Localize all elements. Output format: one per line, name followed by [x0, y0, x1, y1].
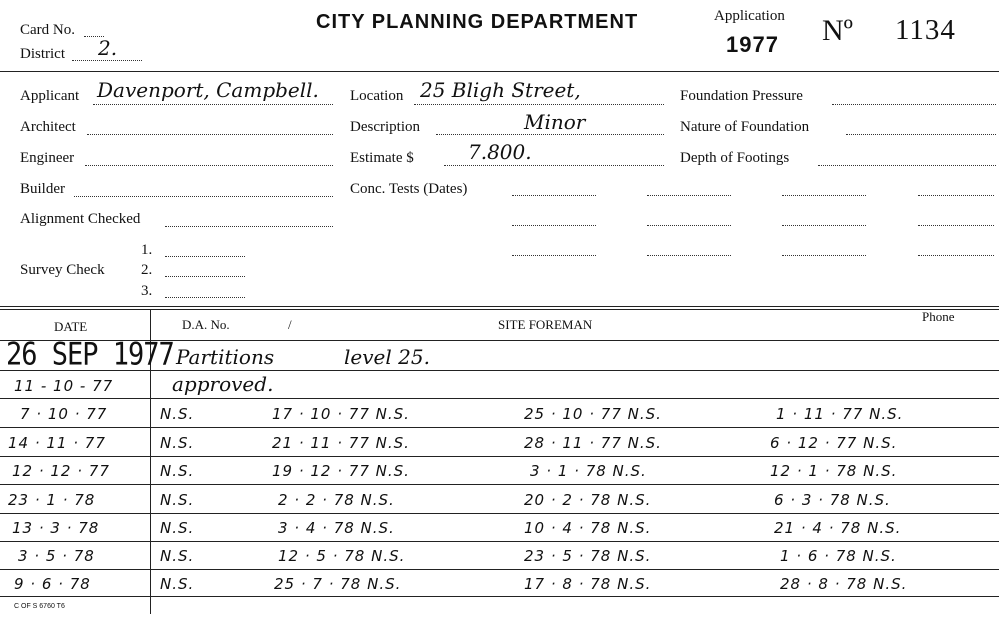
- date-header: DATE: [54, 319, 88, 334]
- survey-number-3: 3.: [141, 283, 153, 299]
- survey-number-1: 1.: [141, 242, 153, 258]
- log-entry: 6 · 12 · 77 N.S.: [770, 434, 898, 452]
- applicant-value: Davenport, Campbell.: [97, 78, 319, 102]
- log-entry: N.S.: [160, 462, 195, 480]
- district-value: 2.: [98, 36, 118, 60]
- log-entry: 21 · 11 · 77 N.S.: [272, 434, 410, 452]
- estimate-label: Estimate $: [350, 150, 414, 166]
- log-entry: 12 · 5 · 78 N.S.: [278, 547, 406, 565]
- log-entry: N.S.: [160, 434, 195, 452]
- log-date: 9 · 6 · 78: [14, 575, 91, 593]
- form-code: C OF S 6760 T6: [14, 603, 65, 610]
- log-entry: 19 · 12 · 77 N.S.: [272, 462, 410, 480]
- card-no-label: Card No.: [20, 22, 75, 38]
- log-entry: N.S.: [160, 547, 195, 565]
- log-entry: N.S.: [160, 575, 195, 593]
- log-entry: 3 · 4 · 78 N.S.: [278, 519, 395, 537]
- log-date: 13 · 3 · 78: [12, 519, 100, 537]
- da-header: D.A. No.: [182, 317, 230, 332]
- applicant-label: Applicant: [20, 88, 80, 104]
- application-number: 1134: [895, 14, 956, 46]
- description-label: Description: [350, 119, 420, 135]
- log-entry: 28 · 11 · 77 N.S.: [524, 434, 662, 452]
- location-value: 25 Bligh Street,: [420, 78, 581, 102]
- log-entry: 25 · 10 · 77 N.S.: [524, 405, 662, 423]
- log-entry: level 25.: [344, 345, 430, 369]
- site-foreman-header: SITE FOREMAN: [498, 317, 593, 332]
- log-entry: 3 · 1 · 78 N.S.: [530, 462, 647, 480]
- log-entry: 23 · 5 · 78 N.S.: [524, 547, 652, 565]
- log-entry: N.S.: [160, 519, 195, 537]
- log-entry: 28 · 8 · 78 N.S.: [780, 575, 908, 593]
- log-entry: 1 · 11 · 77 N.S.: [776, 405, 904, 423]
- log-entry: Partitions: [176, 345, 275, 369]
- alignment-label: Alignment Checked: [20, 211, 141, 227]
- nature-foundation-label: Nature of Foundation: [680, 119, 810, 135]
- log-entry: 17 · 10 · 77 N.S.: [272, 405, 410, 423]
- log-entry: 20 · 2 · 78 N.S.: [524, 491, 652, 509]
- log-date: 14 · 11 · 77: [8, 434, 106, 452]
- architect-label: Architect: [20, 119, 76, 135]
- foundation-pressure-label: Foundation Pressure: [680, 88, 803, 104]
- description-value: Minor: [524, 110, 586, 134]
- log-entry: 17 · 8 · 78 N.S.: [524, 575, 652, 593]
- builder-label: Builder: [20, 181, 65, 197]
- log-entry: 21 · 4 · 78 N.S.: [774, 519, 902, 537]
- district-label: District: [20, 46, 65, 62]
- log-entry: N.S.: [160, 491, 195, 509]
- log-entry: 1 · 6 · 78 N.S.: [780, 547, 897, 565]
- log-entry: N.S.: [160, 405, 195, 423]
- number-label: Nº: [822, 14, 853, 47]
- log-entry: approved.: [172, 372, 274, 396]
- conc-tests-label: Conc. Tests (Dates): [350, 181, 468, 197]
- log-date: 11 - 10 - 77: [14, 377, 114, 395]
- log-entry: 6 · 3 · 78 N.S.: [774, 491, 891, 509]
- log-entry: 12 · 1 · 78 N.S.: [770, 462, 898, 480]
- estimate-value: 7.800.: [468, 140, 532, 164]
- survey-number-2: 2.: [141, 262, 153, 278]
- log-entry: 10 · 4 · 78 N.S.: [524, 519, 652, 537]
- log-date: 12 · 12 · 77: [12, 462, 110, 480]
- log-entry: 25 · 7 · 78 N.S.: [274, 575, 402, 593]
- phone-header: Phone: [922, 309, 955, 324]
- application-year: 1977: [726, 32, 779, 57]
- application-label: Application: [714, 8, 785, 24]
- page-title: CITY PLANNING DEPARTMENT: [316, 11, 639, 33]
- log-date: 23 · 1 · 78: [8, 491, 96, 509]
- log-date: 26 SEP 1977: [6, 337, 174, 373]
- log-date: 3 · 5 · 78: [18, 547, 95, 565]
- engineer-label: Engineer: [20, 150, 75, 166]
- survey-label: Survey Check: [20, 262, 105, 278]
- location-label: Location: [350, 88, 404, 104]
- log-date: 7 · 10 · 77: [20, 405, 108, 423]
- depth-footings-label: Depth of Footings: [680, 150, 790, 166]
- log-entry: 2 · 2 · 78 N.S.: [278, 491, 395, 509]
- da-slash: /: [288, 317, 292, 332]
